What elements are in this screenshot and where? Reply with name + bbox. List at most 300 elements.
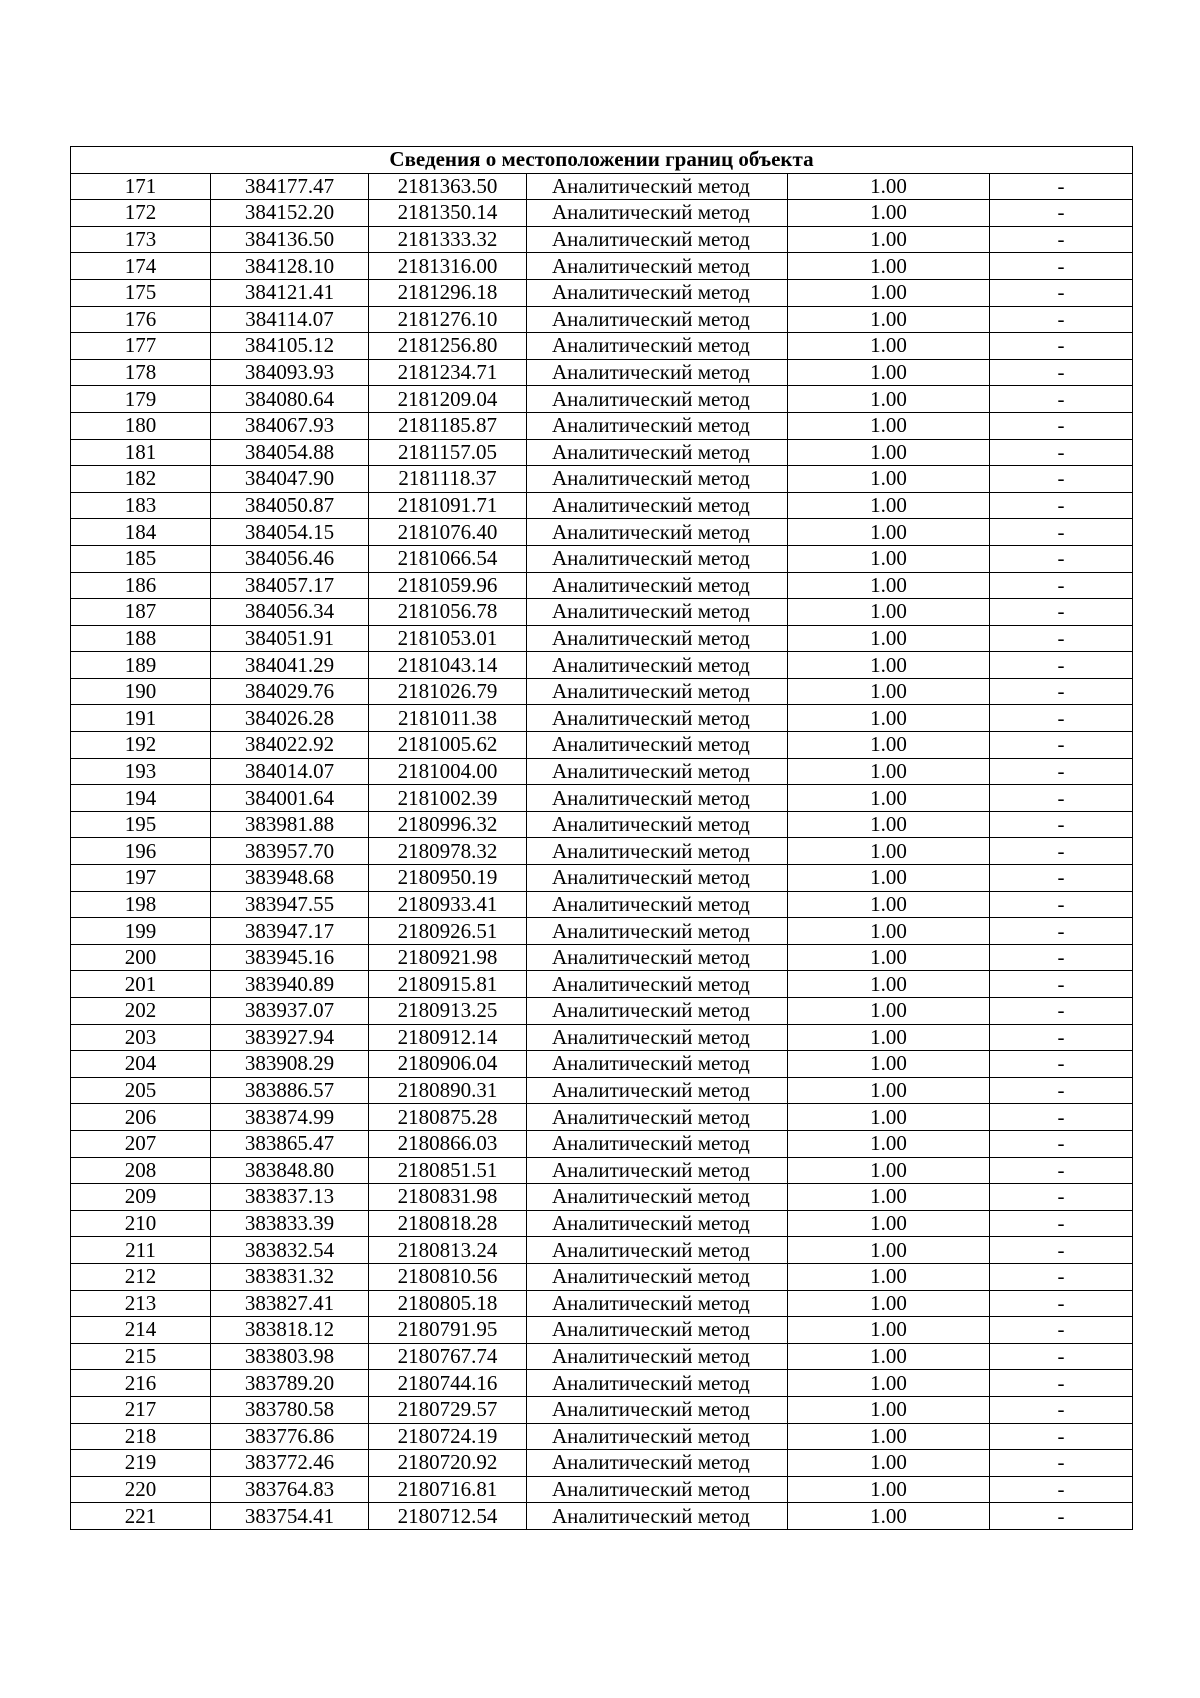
description-cell: - xyxy=(990,599,1133,626)
x-coordinate-cell: 383927.94 xyxy=(211,1024,369,1051)
point-number-cell: 211 xyxy=(71,1237,211,1264)
method-cell: Аналитический метод xyxy=(527,226,788,253)
x-coordinate-cell: 384093.93 xyxy=(211,359,369,386)
table-row xyxy=(71,386,1133,413)
description-cell: - xyxy=(990,1051,1133,1078)
x-coordinate-cell: 383831.32 xyxy=(211,1263,369,1290)
y-coordinate-cell: 2180978.32 xyxy=(369,838,527,865)
point-number-cell: 173 xyxy=(71,226,211,253)
point-number-cell: 195 xyxy=(71,811,211,838)
point-number-cell: 188 xyxy=(71,625,211,652)
y-coordinate-cell: 2180818.28 xyxy=(369,1210,527,1237)
description-cell: - xyxy=(990,412,1133,439)
accuracy-cell: 1.00 xyxy=(788,1210,990,1237)
method-cell: Аналитический метод xyxy=(527,758,788,785)
accuracy-cell: 1.00 xyxy=(788,333,990,360)
x-coordinate-cell: 383827.41 xyxy=(211,1290,369,1317)
method-cell: Аналитический метод xyxy=(527,279,788,306)
accuracy-cell: 1.00 xyxy=(788,492,990,519)
description-cell: - xyxy=(990,519,1133,546)
y-coordinate-cell: 2180866.03 xyxy=(369,1130,527,1157)
description-cell: - xyxy=(990,1423,1133,1450)
point-number-cell: 207 xyxy=(71,1130,211,1157)
table-row xyxy=(71,1051,1133,1078)
x-coordinate-cell: 384051.91 xyxy=(211,625,369,652)
point-number-cell: 210 xyxy=(71,1210,211,1237)
table-row xyxy=(71,492,1133,519)
accuracy-cell: 1.00 xyxy=(788,200,990,227)
table-row xyxy=(71,226,1133,253)
method-cell: Аналитический метод xyxy=(527,652,788,679)
description-cell: - xyxy=(990,1237,1133,1264)
y-coordinate-cell: 2180716.81 xyxy=(369,1476,527,1503)
y-coordinate-cell: 2180913.25 xyxy=(369,998,527,1025)
y-coordinate-cell: 2181026.79 xyxy=(369,678,527,705)
accuracy-cell: 1.00 xyxy=(788,1290,990,1317)
point-number-cell: 204 xyxy=(71,1051,211,1078)
point-number-cell: 192 xyxy=(71,732,211,759)
table-row xyxy=(71,998,1133,1025)
y-coordinate-cell: 2181053.01 xyxy=(369,625,527,652)
x-coordinate-cell: 384050.87 xyxy=(211,492,369,519)
y-coordinate-cell: 2180950.19 xyxy=(369,865,527,892)
point-number-cell: 180 xyxy=(71,412,211,439)
point-number-cell: 213 xyxy=(71,1290,211,1317)
accuracy-cell: 1.00 xyxy=(788,1476,990,1503)
x-coordinate-cell: 384001.64 xyxy=(211,785,369,812)
method-cell: Аналитический метод xyxy=(527,1370,788,1397)
description-cell: - xyxy=(990,226,1133,253)
point-number-cell: 219 xyxy=(71,1450,211,1477)
table-row xyxy=(71,758,1133,785)
description-cell: - xyxy=(990,1290,1133,1317)
accuracy-cell: 1.00 xyxy=(788,1317,990,1344)
method-cell: Аналитический метод xyxy=(527,386,788,413)
description-cell: - xyxy=(990,944,1133,971)
point-number-cell: 197 xyxy=(71,865,211,892)
accuracy-cell: 1.00 xyxy=(788,1024,990,1051)
x-coordinate-cell: 384067.93 xyxy=(211,412,369,439)
x-coordinate-cell: 383945.16 xyxy=(211,944,369,971)
description-cell: - xyxy=(990,492,1133,519)
accuracy-cell: 1.00 xyxy=(788,359,990,386)
y-coordinate-cell: 2180791.95 xyxy=(369,1317,527,1344)
description-cell: - xyxy=(990,838,1133,865)
method-cell: Аналитический метод xyxy=(527,865,788,892)
y-coordinate-cell: 2181256.80 xyxy=(369,333,527,360)
description-cell: - xyxy=(990,253,1133,280)
x-coordinate-cell: 384128.10 xyxy=(211,253,369,280)
table-row xyxy=(71,971,1133,998)
point-number-cell: 191 xyxy=(71,705,211,732)
method-cell: Аналитический метод xyxy=(527,439,788,466)
method-cell: Аналитический метод xyxy=(527,785,788,812)
method-cell: Аналитический метод xyxy=(527,1184,788,1211)
table-row xyxy=(71,1317,1133,1344)
point-number-cell: 220 xyxy=(71,1476,211,1503)
accuracy-cell: 1.00 xyxy=(788,625,990,652)
point-number-cell: 176 xyxy=(71,306,211,333)
table-row xyxy=(71,865,1133,892)
description-cell: - xyxy=(990,1396,1133,1423)
table-row xyxy=(71,1157,1133,1184)
accuracy-cell: 1.00 xyxy=(788,519,990,546)
description-cell: - xyxy=(990,1104,1133,1131)
table-row xyxy=(71,599,1133,626)
accuracy-cell: 1.00 xyxy=(788,1423,990,1450)
x-coordinate-cell: 384177.47 xyxy=(211,173,369,200)
x-coordinate-cell: 383754.41 xyxy=(211,1503,369,1530)
table-row xyxy=(71,811,1133,838)
table-row xyxy=(71,1476,1133,1503)
y-coordinate-cell: 2180906.04 xyxy=(369,1051,527,1078)
point-number-cell: 221 xyxy=(71,1503,211,1530)
y-coordinate-cell: 2180996.32 xyxy=(369,811,527,838)
accuracy-cell: 1.00 xyxy=(788,1450,990,1477)
method-cell: Аналитический метод xyxy=(527,1317,788,1344)
method-cell: Аналитический метод xyxy=(527,1077,788,1104)
table-row xyxy=(71,732,1133,759)
description-cell: - xyxy=(990,811,1133,838)
x-coordinate-cell: 383937.07 xyxy=(211,998,369,1025)
method-cell: Аналитический метод xyxy=(527,492,788,519)
point-number-cell: 212 xyxy=(71,1263,211,1290)
x-coordinate-cell: 384022.92 xyxy=(211,732,369,759)
point-number-cell: 199 xyxy=(71,918,211,945)
x-coordinate-cell: 384105.12 xyxy=(211,333,369,360)
method-cell: Аналитический метод xyxy=(527,333,788,360)
description-cell: - xyxy=(990,173,1133,200)
x-coordinate-cell: 383833.39 xyxy=(211,1210,369,1237)
method-cell: Аналитический метод xyxy=(527,1130,788,1157)
x-coordinate-cell: 383908.29 xyxy=(211,1051,369,1078)
point-number-cell: 174 xyxy=(71,253,211,280)
x-coordinate-cell: 384114.07 xyxy=(211,306,369,333)
x-coordinate-cell: 383832.54 xyxy=(211,1237,369,1264)
description-cell: - xyxy=(990,359,1133,386)
method-cell: Аналитический метод xyxy=(527,306,788,333)
accuracy-cell: 1.00 xyxy=(788,652,990,679)
method-cell: Аналитический метод xyxy=(527,971,788,998)
y-coordinate-cell: 2180744.16 xyxy=(369,1370,527,1397)
method-cell: Аналитический метод xyxy=(527,1503,788,1530)
point-number-cell: 200 xyxy=(71,944,211,971)
table-row xyxy=(71,253,1133,280)
accuracy-cell: 1.00 xyxy=(788,466,990,493)
x-coordinate-cell: 383776.86 xyxy=(211,1423,369,1450)
y-coordinate-cell: 2181234.71 xyxy=(369,359,527,386)
description-cell: - xyxy=(990,1503,1133,1530)
point-number-cell: 215 xyxy=(71,1343,211,1370)
table-row xyxy=(71,1024,1133,1051)
x-coordinate-cell: 384152.20 xyxy=(211,200,369,227)
method-cell: Аналитический метод xyxy=(527,1157,788,1184)
table-row xyxy=(71,1184,1133,1211)
table-row xyxy=(71,1130,1133,1157)
y-coordinate-cell: 2180720.92 xyxy=(369,1450,527,1477)
point-number-cell: 181 xyxy=(71,439,211,466)
description-cell: - xyxy=(990,545,1133,572)
y-coordinate-cell: 2181333.32 xyxy=(369,226,527,253)
table-caption: Сведения о местоположении границ объекта xyxy=(71,147,1133,174)
description-cell: - xyxy=(990,466,1133,493)
y-coordinate-cell: 2181185.87 xyxy=(369,412,527,439)
method-cell: Аналитический метод xyxy=(527,1396,788,1423)
x-coordinate-cell: 384056.34 xyxy=(211,599,369,626)
table-row xyxy=(71,625,1133,652)
x-coordinate-cell: 383940.89 xyxy=(211,971,369,998)
y-coordinate-cell: 2180921.98 xyxy=(369,944,527,971)
y-coordinate-cell: 2180933.41 xyxy=(369,891,527,918)
table-row xyxy=(71,1503,1133,1530)
table-row xyxy=(71,705,1133,732)
point-number-cell: 175 xyxy=(71,279,211,306)
x-coordinate-cell: 383886.57 xyxy=(211,1077,369,1104)
point-number-cell: 202 xyxy=(71,998,211,1025)
accuracy-cell: 1.00 xyxy=(788,173,990,200)
x-coordinate-cell: 383957.70 xyxy=(211,838,369,865)
accuracy-cell: 1.00 xyxy=(788,998,990,1025)
accuracy-cell: 1.00 xyxy=(788,865,990,892)
x-coordinate-cell: 383874.99 xyxy=(211,1104,369,1131)
table-row xyxy=(71,1396,1133,1423)
table-row xyxy=(71,785,1133,812)
point-number-cell: 206 xyxy=(71,1104,211,1131)
accuracy-cell: 1.00 xyxy=(788,944,990,971)
point-number-cell: 185 xyxy=(71,545,211,572)
accuracy-cell: 1.00 xyxy=(788,732,990,759)
point-number-cell: 198 xyxy=(71,891,211,918)
y-coordinate-cell: 2181157.05 xyxy=(369,439,527,466)
point-number-cell: 203 xyxy=(71,1024,211,1051)
method-cell: Аналитический метод xyxy=(527,466,788,493)
method-cell: Аналитический метод xyxy=(527,1051,788,1078)
y-coordinate-cell: 2181059.96 xyxy=(369,572,527,599)
table-row xyxy=(71,1077,1133,1104)
point-number-cell: 217 xyxy=(71,1396,211,1423)
description-cell: - xyxy=(990,1210,1133,1237)
accuracy-cell: 1.00 xyxy=(788,1370,990,1397)
description-cell: - xyxy=(990,279,1133,306)
description-cell: - xyxy=(990,758,1133,785)
x-coordinate-cell: 383947.55 xyxy=(211,891,369,918)
method-cell: Аналитический метод xyxy=(527,678,788,705)
point-number-cell: 209 xyxy=(71,1184,211,1211)
point-number-cell: 201 xyxy=(71,971,211,998)
point-number-cell: 193 xyxy=(71,758,211,785)
description-cell: - xyxy=(990,306,1133,333)
description-cell: - xyxy=(990,678,1133,705)
point-number-cell: 208 xyxy=(71,1157,211,1184)
table-row xyxy=(71,279,1133,306)
method-cell: Аналитический метод xyxy=(527,200,788,227)
x-coordinate-cell: 383981.88 xyxy=(211,811,369,838)
description-cell: - xyxy=(990,1450,1133,1477)
method-cell: Аналитический метод xyxy=(527,253,788,280)
accuracy-cell: 1.00 xyxy=(788,971,990,998)
x-coordinate-cell: 383947.17 xyxy=(211,918,369,945)
table-row xyxy=(71,545,1133,572)
accuracy-cell: 1.00 xyxy=(788,306,990,333)
method-cell: Аналитический метод xyxy=(527,359,788,386)
description-cell: - xyxy=(990,1024,1133,1051)
y-coordinate-cell: 2181002.39 xyxy=(369,785,527,812)
point-number-cell: 178 xyxy=(71,359,211,386)
method-cell: Аналитический метод xyxy=(527,173,788,200)
table-row xyxy=(71,200,1133,227)
y-coordinate-cell: 2180810.56 xyxy=(369,1263,527,1290)
method-cell: Аналитический метод xyxy=(527,519,788,546)
description-cell: - xyxy=(990,705,1133,732)
y-coordinate-cell: 2180805.18 xyxy=(369,1290,527,1317)
point-number-cell: 194 xyxy=(71,785,211,812)
x-coordinate-cell: 384054.88 xyxy=(211,439,369,466)
method-cell: Аналитический метод xyxy=(527,705,788,732)
y-coordinate-cell: 2180813.24 xyxy=(369,1237,527,1264)
accuracy-cell: 1.00 xyxy=(788,1343,990,1370)
y-coordinate-cell: 2181118.37 xyxy=(369,466,527,493)
x-coordinate-cell: 384014.07 xyxy=(211,758,369,785)
x-coordinate-cell: 384054.15 xyxy=(211,519,369,546)
y-coordinate-cell: 2180767.74 xyxy=(369,1343,527,1370)
table-row xyxy=(71,306,1133,333)
y-coordinate-cell: 2180890.31 xyxy=(369,1077,527,1104)
point-number-cell: 196 xyxy=(71,838,211,865)
point-number-cell: 187 xyxy=(71,599,211,626)
method-cell: Аналитический метод xyxy=(527,838,788,865)
accuracy-cell: 1.00 xyxy=(788,1130,990,1157)
y-coordinate-cell: 2180724.19 xyxy=(369,1423,527,1450)
y-coordinate-cell: 2180912.14 xyxy=(369,1024,527,1051)
table-row xyxy=(71,1104,1133,1131)
accuracy-cell: 1.00 xyxy=(788,599,990,626)
accuracy-cell: 1.00 xyxy=(788,545,990,572)
accuracy-cell: 1.00 xyxy=(788,412,990,439)
y-coordinate-cell: 2181005.62 xyxy=(369,732,527,759)
x-coordinate-cell: 384121.41 xyxy=(211,279,369,306)
y-coordinate-cell: 2181076.40 xyxy=(369,519,527,546)
accuracy-cell: 1.00 xyxy=(788,758,990,785)
point-number-cell: 177 xyxy=(71,333,211,360)
method-cell: Аналитический метод xyxy=(527,1263,788,1290)
table-row xyxy=(71,572,1133,599)
accuracy-cell: 1.00 xyxy=(788,785,990,812)
accuracy-cell: 1.00 xyxy=(788,279,990,306)
y-coordinate-cell: 2181209.04 xyxy=(369,386,527,413)
method-cell: Аналитический метод xyxy=(527,625,788,652)
method-cell: Аналитический метод xyxy=(527,1237,788,1264)
table-row xyxy=(71,891,1133,918)
y-coordinate-cell: 2181276.10 xyxy=(369,306,527,333)
accuracy-cell: 1.00 xyxy=(788,386,990,413)
description-cell: - xyxy=(990,918,1133,945)
x-coordinate-cell: 383837.13 xyxy=(211,1184,369,1211)
accuracy-cell: 1.00 xyxy=(788,1104,990,1131)
description-cell: - xyxy=(990,891,1133,918)
x-coordinate-cell: 384041.29 xyxy=(211,652,369,679)
table-row xyxy=(71,519,1133,546)
method-cell: Аналитический метод xyxy=(527,1423,788,1450)
y-coordinate-cell: 2181091.71 xyxy=(369,492,527,519)
table-row xyxy=(71,838,1133,865)
table-row xyxy=(71,1343,1133,1370)
point-number-cell: 172 xyxy=(71,200,211,227)
description-cell: - xyxy=(990,333,1133,360)
table-row xyxy=(71,1210,1133,1237)
method-cell: Аналитический метод xyxy=(527,1104,788,1131)
x-coordinate-cell: 383848.80 xyxy=(211,1157,369,1184)
method-cell: Аналитический метод xyxy=(527,412,788,439)
point-number-cell: 214 xyxy=(71,1317,211,1344)
table-row xyxy=(71,466,1133,493)
x-coordinate-cell: 384080.64 xyxy=(211,386,369,413)
table-row xyxy=(71,1450,1133,1477)
description-cell: - xyxy=(990,386,1133,413)
method-cell: Аналитический метод xyxy=(527,918,788,945)
y-coordinate-cell: 2181316.00 xyxy=(369,253,527,280)
x-coordinate-cell: 383818.12 xyxy=(211,1317,369,1344)
y-coordinate-cell: 2181296.18 xyxy=(369,279,527,306)
method-cell: Аналитический метод xyxy=(527,944,788,971)
accuracy-cell: 1.00 xyxy=(788,838,990,865)
y-coordinate-cell: 2180875.28 xyxy=(369,1104,527,1131)
description-cell: - xyxy=(990,998,1133,1025)
x-coordinate-cell: 384136.50 xyxy=(211,226,369,253)
accuracy-cell: 1.00 xyxy=(788,678,990,705)
description-cell: - xyxy=(990,1476,1133,1503)
method-cell: Аналитический метод xyxy=(527,1210,788,1237)
accuracy-cell: 1.00 xyxy=(788,572,990,599)
point-number-cell: 205 xyxy=(71,1077,211,1104)
x-coordinate-cell: 383803.98 xyxy=(211,1343,369,1370)
method-cell: Аналитический метод xyxy=(527,1343,788,1370)
description-cell: - xyxy=(990,1263,1133,1290)
table-row xyxy=(71,944,1133,971)
accuracy-cell: 1.00 xyxy=(788,253,990,280)
method-cell: Аналитический метод xyxy=(527,891,788,918)
table-body xyxy=(71,173,1133,1529)
point-number-cell: 190 xyxy=(71,678,211,705)
description-cell: - xyxy=(990,1130,1133,1157)
x-coordinate-cell: 383865.47 xyxy=(211,1130,369,1157)
x-coordinate-cell: 383948.68 xyxy=(211,865,369,892)
table-row xyxy=(71,173,1133,200)
accuracy-cell: 1.00 xyxy=(788,918,990,945)
x-coordinate-cell: 384029.76 xyxy=(211,678,369,705)
table-row xyxy=(71,1370,1133,1397)
table-row xyxy=(71,1423,1133,1450)
x-coordinate-cell: 383772.46 xyxy=(211,1450,369,1477)
x-coordinate-cell: 383789.20 xyxy=(211,1370,369,1397)
accuracy-cell: 1.00 xyxy=(788,1077,990,1104)
description-cell: - xyxy=(990,785,1133,812)
accuracy-cell: 1.00 xyxy=(788,891,990,918)
point-number-cell: 189 xyxy=(71,652,211,679)
accuracy-cell: 1.00 xyxy=(788,1396,990,1423)
description-cell: - xyxy=(990,1157,1133,1184)
point-number-cell: 171 xyxy=(71,173,211,200)
y-coordinate-cell: 2181350.14 xyxy=(369,200,527,227)
table-row xyxy=(71,333,1133,360)
accuracy-cell: 1.00 xyxy=(788,1237,990,1264)
y-coordinate-cell: 2180729.57 xyxy=(369,1396,527,1423)
method-cell: Аналитический метод xyxy=(527,1450,788,1477)
method-cell: Аналитический метод xyxy=(527,811,788,838)
x-coordinate-cell: 384026.28 xyxy=(211,705,369,732)
table-row xyxy=(71,678,1133,705)
point-number-cell: 218 xyxy=(71,1423,211,1450)
y-coordinate-cell: 2180851.51 xyxy=(369,1157,527,1184)
